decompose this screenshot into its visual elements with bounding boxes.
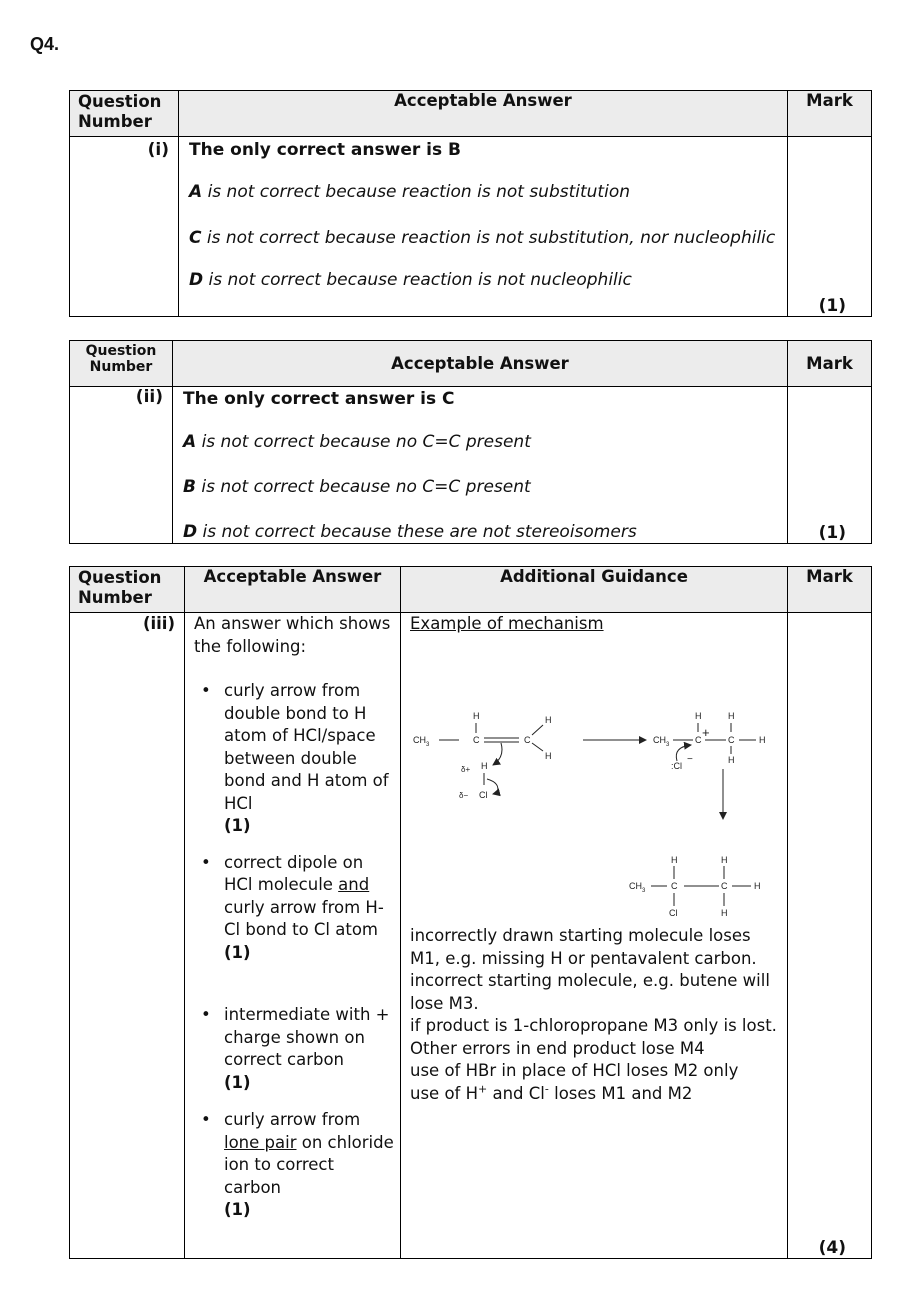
guidance-line: use of H+ and Cl- loses M1 and M2 [410, 1082, 693, 1103]
header-question-number: Question Number [70, 567, 185, 613]
svg-text:H: H [545, 751, 552, 761]
svg-text:H: H [728, 711, 735, 721]
header-acceptable-answer: Acceptable Answer [173, 341, 788, 387]
svg-text:H: H [695, 711, 702, 721]
carbocation-intermediate [653, 711, 766, 771]
svg-text:CH3: $CH_3$ [413, 735, 430, 748]
svg-text:H: H [721, 908, 728, 918]
mark-value: (1) [818, 523, 846, 543]
svg-text:δ+: δ+ [461, 765, 471, 774]
svg-text:H: H [754, 881, 761, 891]
svg-text:C: C [671, 881, 678, 891]
question-number-cell: (ii) [70, 387, 173, 544]
mark-scheme-table-i [69, 90, 872, 317]
guidance-notes [410, 925, 782, 1105]
svg-text:C: C [473, 735, 480, 745]
svg-text:δ−: δ− [459, 791, 469, 800]
marking-points-list [194, 680, 394, 1222]
header-question-number: Question Number [70, 91, 179, 137]
header-additional-guidance: Additional Guidance [401, 567, 788, 613]
answer-line: A is not correct because no C=C present [183, 432, 531, 452]
header-mark: Mark [788, 567, 872, 613]
correct-answer-heading: The only correct answer is C [183, 389, 455, 409]
question-number-cell: (i) [70, 137, 179, 317]
mark-value: (1) [818, 296, 846, 316]
marking-point: • curly arrow from double bond to H atom of HCl/space between double bond and H atom of HCl (1) [194, 680, 394, 838]
svg-text:+: + [702, 725, 710, 740]
marking-point: • curly arrow from lone pair on chloride ion to correct carbon (1) [194, 1109, 394, 1222]
marking-point: • correct dipole on HCl molecule and curly arrow from H-Cl bond to Cl atom (1) [194, 852, 394, 965]
header-mark: Mark [788, 91, 872, 137]
svg-text:C: C [695, 735, 702, 745]
hcl-molecule [459, 761, 498, 800]
guidance-line: use of HBr in place of HCl loses M2 only [410, 1061, 739, 1080]
svg-text:H: H [473, 711, 480, 721]
svg-text:Cl: Cl [669, 908, 678, 918]
svg-text::Cl: :Cl [671, 761, 682, 771]
header-question-number: Question Number [70, 341, 173, 387]
answer-line: A is not correct because reaction is not substitution [189, 182, 630, 202]
header-acceptable-answer: Acceptable Answer [185, 567, 401, 613]
correct-answer-heading: The only correct answer is B [189, 140, 461, 160]
guidance-line: incorrect starting molecule, e.g. butene will lose M3. [410, 971, 770, 1013]
mark-value: (4) [818, 1238, 846, 1258]
question-number-cell: (iii) [70, 613, 185, 1259]
answer-line: D is not correct because reaction is not nucleophilic [189, 270, 632, 290]
mechanism-diagram [401, 641, 788, 918]
mark-scheme-table-ii [69, 340, 872, 544]
header-acceptable-answer: Acceptable Answer [179, 91, 788, 137]
mark-scheme-table-iii [69, 566, 872, 1259]
acceptable-answer-cell [185, 613, 401, 1259]
svg-text:−: − [687, 754, 693, 765]
answer-lead: An answer which shows the following: [194, 614, 391, 656]
product-structure [629, 855, 761, 918]
svg-text:C: C [524, 735, 531, 745]
answer-line: C is not correct because reaction is not substitution, nor nucleophilic [189, 228, 776, 248]
svg-text:H: H [671, 855, 678, 865]
marking-point: • intermediate with + charge shown on correct carbon (1) [194, 1004, 394, 1094]
guidance-heading: Example of mechanism [410, 614, 604, 633]
answer-cell [173, 387, 788, 544]
svg-text:H: H [728, 755, 735, 765]
svg-text:CH3: $CH_3$ [629, 881, 646, 894]
guidance-cell [401, 613, 788, 1259]
header-mark: Mark [788, 341, 872, 387]
guidance-line: if product is 1-chloropropane M3 only is lost. Other errors in end product lose M4 [410, 1016, 777, 1058]
mark-cell [788, 613, 872, 1259]
answer-line: B is not correct because no C=C present [183, 477, 531, 497]
guidance-line: incorrectly drawn starting molecule loses M1, e.g. missing H or pentavalent carbon. [410, 926, 757, 968]
svg-text:C: C [721, 881, 728, 891]
svg-text:H: H [545, 715, 552, 725]
svg-text:H: H [759, 735, 766, 745]
svg-text:H: H [481, 761, 488, 771]
svg-text:H: H [721, 855, 728, 865]
answer-line: D is not correct because these are not stereoisomers [183, 522, 637, 542]
mark-cell [788, 137, 872, 317]
propene-structure [413, 711, 552, 765]
svg-text:CH3: $CH_3$ [653, 735, 670, 748]
answer-cell [179, 137, 788, 317]
question-title: Q4. [30, 34, 60, 54]
svg-text:C: C [728, 735, 735, 745]
svg-text:Cl: Cl [479, 790, 488, 800]
mark-cell [788, 387, 872, 544]
